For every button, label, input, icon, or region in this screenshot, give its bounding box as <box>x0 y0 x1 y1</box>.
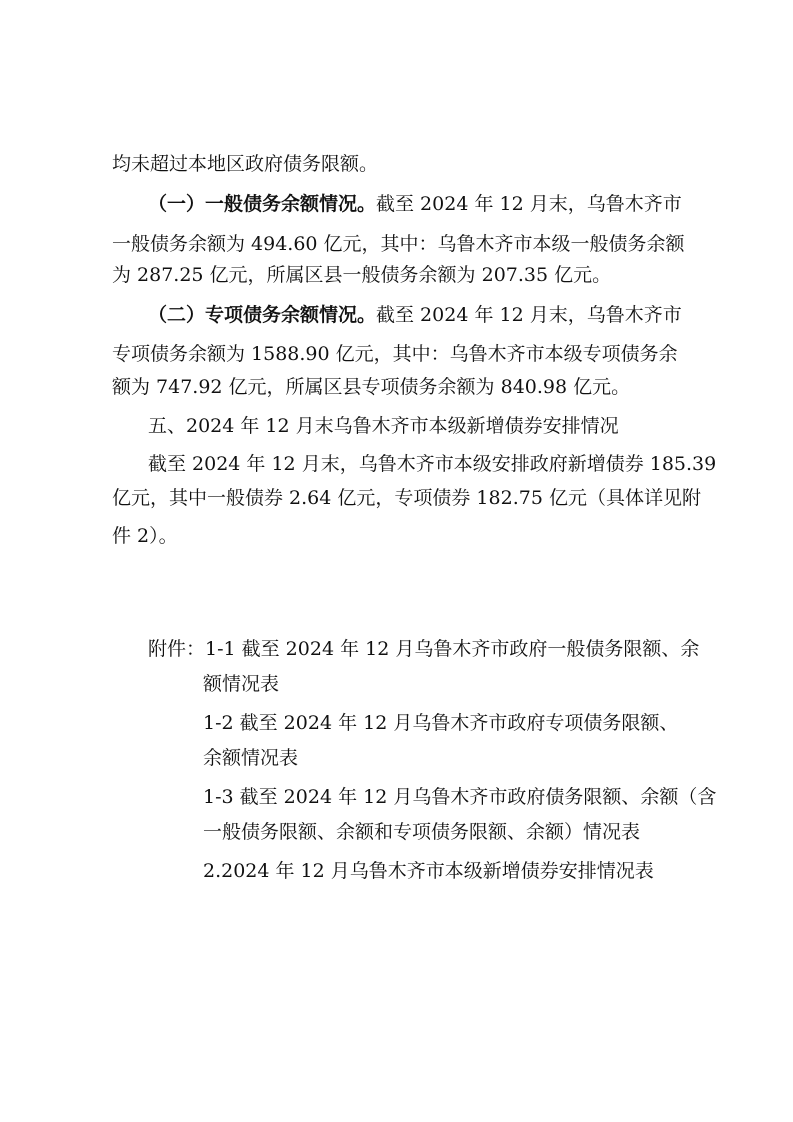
paragraph-intro-tail: 均未超过本地区政府债务限额。 <box>112 153 379 175</box>
section-five-heading: 五、2024 年 12 月末乌鲁木齐市本级新增债券安排情况 <box>148 415 619 437</box>
general-debt-text-start: 截至 2024 年 12 月末，乌鲁木齐市 <box>376 193 682 215</box>
general-debt-heading: （一）一般债务余额情况。 <box>148 193 377 215</box>
section-five-line-2: 亿元，其中一般债券 2.64 亿元，专项债券 182.75 亿元（具体详见附 <box>112 487 701 509</box>
attachment-1-3-line-2: 一般债务限额、余额和专项债务限额、余额）情况表 <box>203 821 641 843</box>
attachment-1-1-line-1: 附件：1-1 截至 2024 年 12 月乌鲁木齐市政府一般债务限额、余 <box>148 638 700 660</box>
paragraph-special-debt-line-1 <box>148 303 682 327</box>
attachment-1-2-line-1: 1-2 截至 2024 年 12 月乌鲁木齐市政府专项债务限额、 <box>203 712 679 734</box>
paragraph-special-debt-line-2: 专项债务余额为 1588.90 亿元，其中：乌鲁木齐市本级专项债务余 <box>112 343 678 365</box>
section-five-line-3: 件 2）。 <box>112 525 178 547</box>
attachment-1-1-line-2: 额情况表 <box>203 673 280 695</box>
attachment-1-3-line-1: 1-3 截至 2024 年 12 月乌鲁木齐市政府债务限额、余额（含 <box>203 786 717 808</box>
special-debt-heading: （二）专项债务余额情况。 <box>148 304 377 326</box>
paragraph-special-debt-line-3: 额为 747.92 亿元，所属区县专项债务余额为 840.98 亿元。 <box>112 376 631 398</box>
attachment-1-2-line-2: 余额情况表 <box>203 747 299 769</box>
paragraph-general-debt-line-2: 一般债务余额为 494.60 亿元，其中：乌鲁木齐市本级一般债务余额 <box>112 233 685 255</box>
paragraph-general-debt-line-3: 为 287.25 亿元，所属区县一般债务余额为 207.35 亿元。 <box>112 264 612 286</box>
attachment-2-line-1: 2.2024 年 12 月乌鲁木齐市本级新增债券安排情况表 <box>203 860 654 882</box>
section-five-line-1: 截至 2024 年 12 月末，乌鲁木齐市本级安排政府新增债券 185.39 <box>148 453 717 475</box>
special-debt-text-start: 截至 2024 年 12 月末，乌鲁木齐市 <box>376 304 682 326</box>
paragraph-general-debt-line-1 <box>148 192 682 216</box>
